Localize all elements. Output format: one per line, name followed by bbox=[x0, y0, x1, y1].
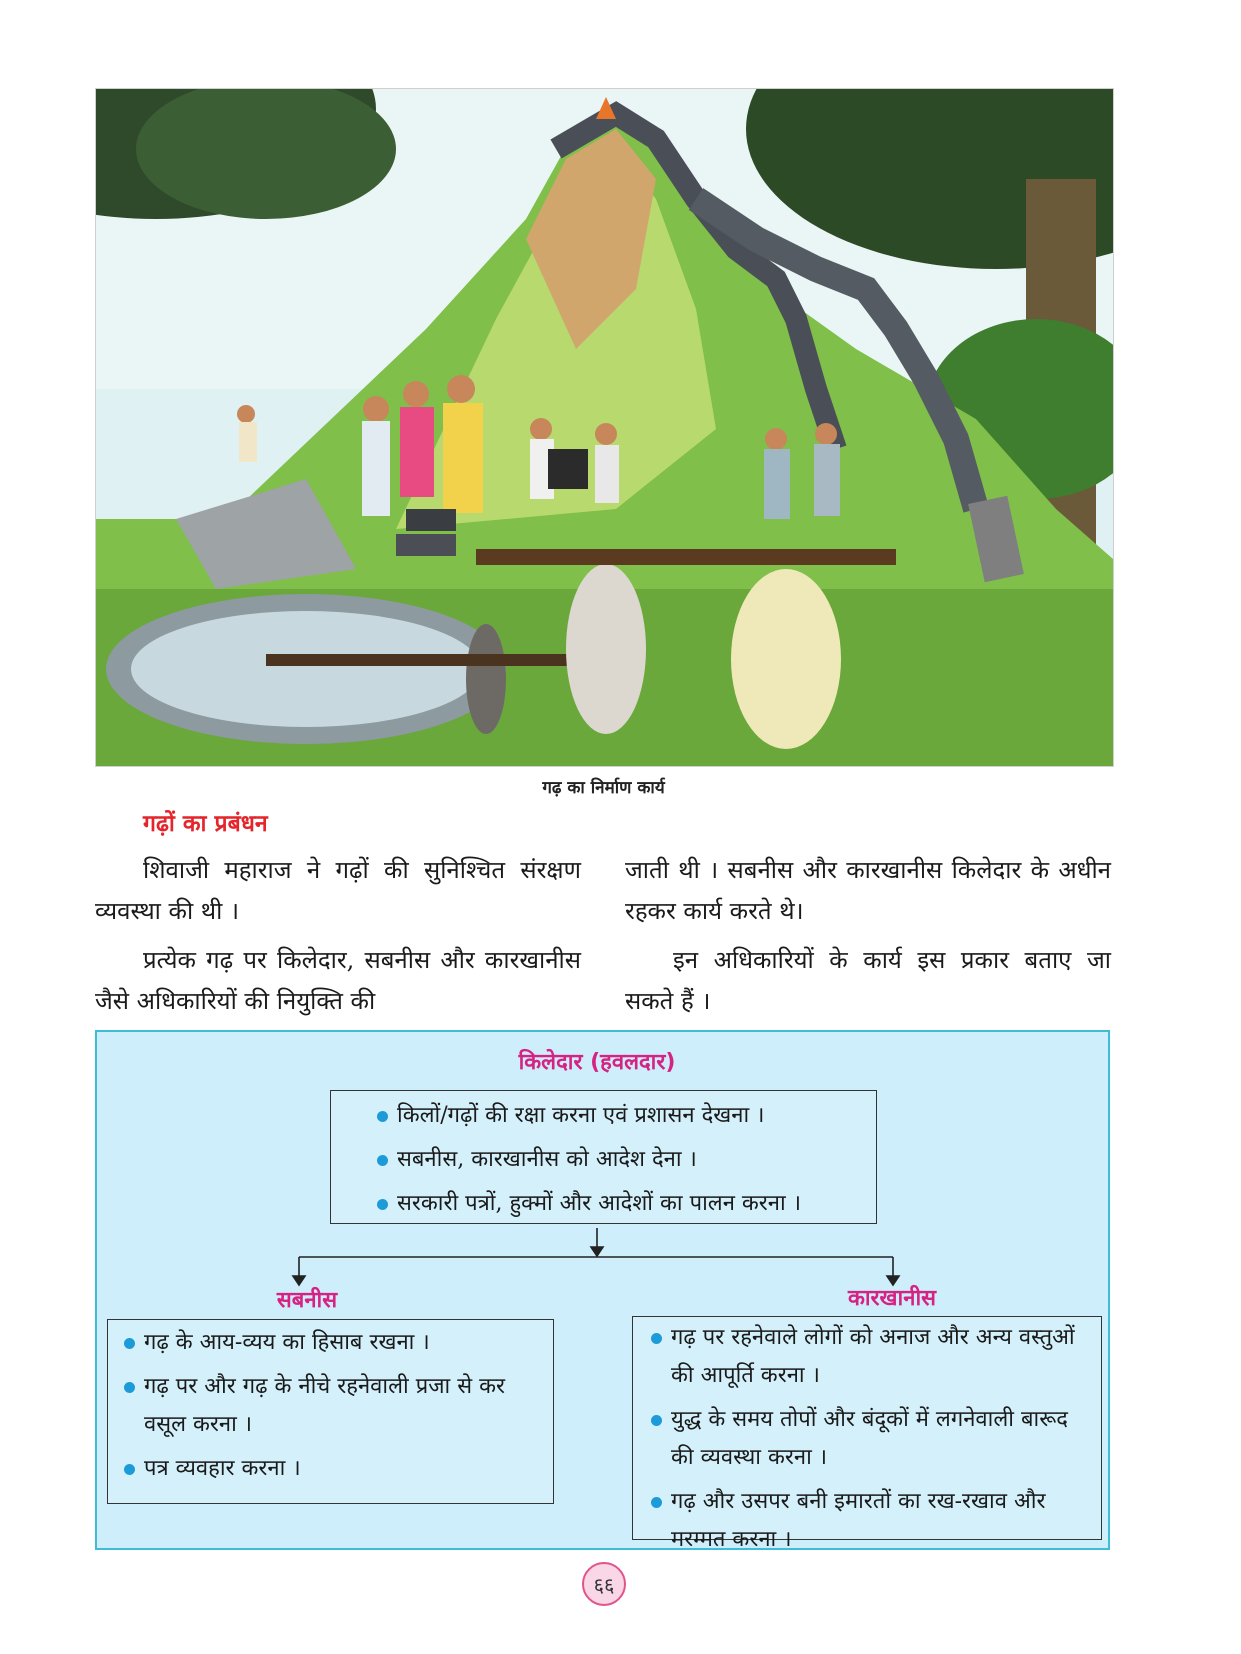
list-item: सरकारी पत्रों, हुक्मों और आदेशों का पालन करना । bbox=[373, 1185, 866, 1223]
kiledar-title: किलेदार (हवलदार) bbox=[518, 1050, 676, 1075]
section-title: गढ़ों का प्रबंधन bbox=[143, 811, 268, 837]
page-number: ६६ bbox=[582, 1562, 626, 1606]
sabnis-box bbox=[107, 1319, 554, 1504]
sabnis-title: सबनीस bbox=[276, 1288, 338, 1313]
list-item: गढ़ पर और गढ़ के नीचे रहनेवाली प्रजा से कर वसूल करना । bbox=[120, 1368, 543, 1444]
karkhanis-box bbox=[632, 1316, 1102, 1552]
figure-caption: गढ़ का निर्माण कार्य bbox=[542, 778, 665, 798]
paragraph: शिवाजी महाराज ने गढ़ों की सुनिश्चित संरक्षण व्यवस्था की थी । bbox=[95, 856, 581, 925]
list-item: गढ़ पर रहनेवाले लोगों को अनाज और अन्य वस्तुओं की आपूर्ति करना । bbox=[647, 1319, 1091, 1395]
list-item: गढ़ के आय-व्यय का हिसाब रखना । bbox=[120, 1324, 543, 1362]
fort-construction-illustration bbox=[95, 88, 1114, 767]
list-item: गढ़ और उसपर बनी इमारतों का रख-रखाव और मरम्मत करना । bbox=[647, 1483, 1091, 1559]
list-item: किलों/गढ़ों की रक्षा करना एवं प्रशासन देखना । bbox=[373, 1097, 866, 1135]
left-text-column bbox=[95, 850, 581, 1030]
karkhanis-title: कारखानीस bbox=[847, 1286, 937, 1311]
paragraph: जाती थी । सबनीस और कारखानीस किलेदार के अधीन रहकर कार्य करते थे। bbox=[625, 856, 1111, 925]
paragraph: इन अधिकारियों के कार्य इस प्रकार बताए जा सकते हैं । bbox=[625, 946, 1111, 1015]
list-item: पत्र व्यवहार करना । bbox=[120, 1450, 543, 1488]
officers-chart-panel bbox=[95, 1030, 1110, 1550]
list-item: युद्ध के समय तोपों और बंदूकों में लगनेवाली बारूद की व्यवस्था करना । bbox=[647, 1401, 1091, 1477]
right-text-column bbox=[625, 850, 1111, 1030]
list-item: सबनीस, कारखानीस को आदेश देना । bbox=[373, 1141, 866, 1179]
paragraph: प्रत्येक गढ़ पर किलेदार, सबनीस और कारखानीस जैसे अधिकारियों की नियुक्ति की bbox=[95, 946, 581, 1015]
kiledar-box bbox=[330, 1090, 877, 1224]
